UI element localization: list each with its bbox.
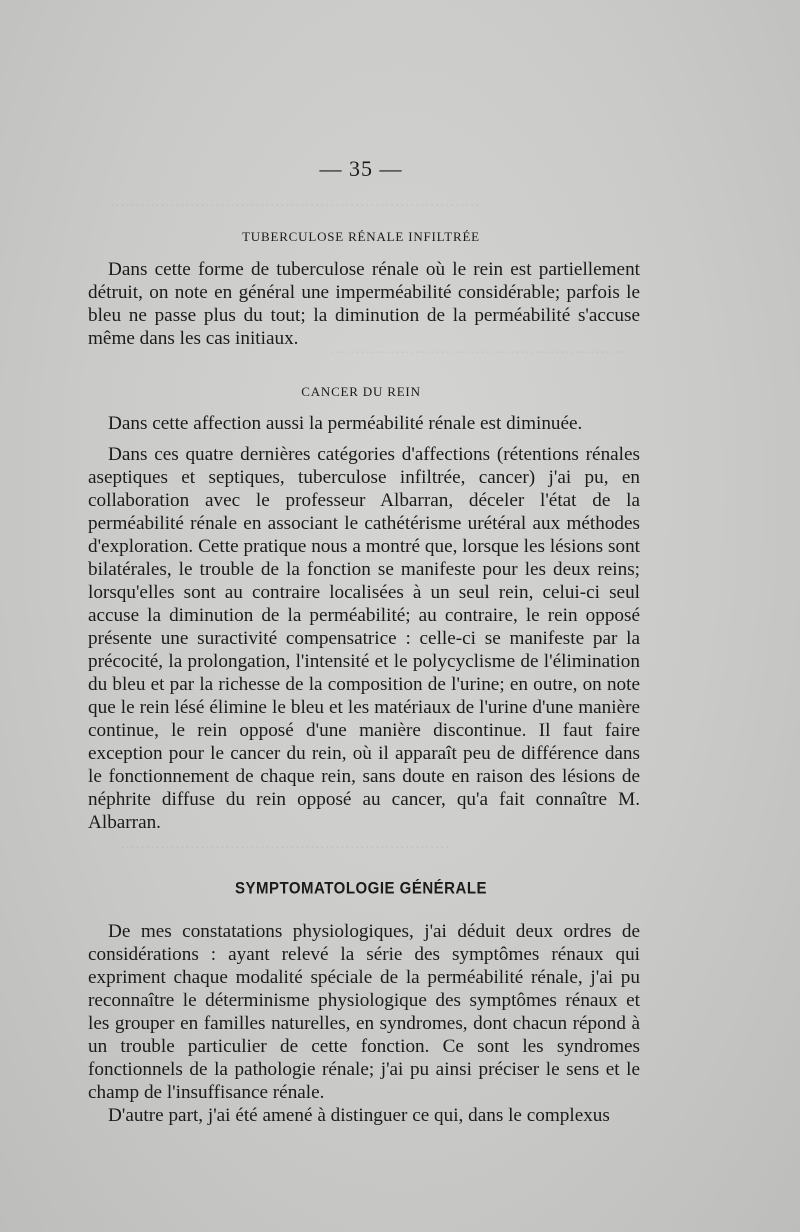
paragraph: Dans ces quatre dernières catégories d'affections (rétentions rénales aseptiques et septiques, tuberculose infiltrée, cancer) j'ai pu, en collaboration avec le professeur Albarran, déceler l'état de la perméabilité rénale en associant le cathétérisme urétéral aux méthodes d'exploration. Cette pratique nous a montré que, lorsque les lésions sont bilatérales, le trouble de la fonction se manifeste pour les deux reins; lorsqu'elles sont au contraire localisées à un seul rein, celui-ci seul accuse la diminution de la perméabilité; au contraire, le rein opposé présente une suractivité compensatrice : celle-ci se manifeste par la précocité, la prolongation, l'intensité et le polycyclisme de l'élimination du bleu et par la richesse de la composition de l'urine; en outre, on note que le rein lésé élimine le bleu et les matériaux de l'urine d'une manière continue, le rein opposé d'une manière discontinue. Il faut faire exception pour le cancer du rein, où il apparaît peu de différence dans le fonctionnement de chaque rein, sans doute en raison des lésions de néphrite diffuse du rein opposé au cancer, qu'a fait connaître M. Albarran. [88,444,640,833]
section-body-symptomatologie [88,920,640,1127]
show-through-text: ··························································· [330,345,625,361]
section-body-tuberculose [88,258,640,350]
show-through-text: ·········································································· [110,198,480,214]
paragraph: Dans cette forme de tuberculose rénale où le rein est partiellement détruit, on note en général une imperméabilité considérable; parfois le bleu ne passe plus du tout; la diminution de la perméabilité s'accuse même dans les cas initiaux. [88,259,640,349]
paragraph: De mes constatations physiologiques, j'ai déduit deux ordres de considérations : ayant relevé la série des symptômes rénaux qui expriment chaque modalité spéciale de la perméabilité rénale, j'ai pu reconnaître le déterminisme physiologique des symptômes rénaux et les grouper en familles naturelles, en syndromes, dont chacun répond à un trouble particulier de cette fonction. Ce sont les syndromes fonctionnels de la pathologie rénale; j'ai pu ainsi préciser le sens et le champ de l'insuffisance rénale. [88,921,640,1103]
page-number: — 35 — [319,156,403,181]
paragraph: D'autre part, j'ai été amené à distinguer ce qui, dans le complexus [108,1105,610,1126]
show-through-text: ·································································· [120,840,450,856]
section-body-cancer [88,412,640,834]
section-heading-cancer: CANCER DU REIN [301,384,421,399]
paragraph: Dans cette affection aussi la perméabilité rénale est diminuée. [108,413,583,434]
section-heading-tuberculose: TUBERCULOSE RÉNALE INFILTRÉE [242,229,480,244]
section-heading-symptomatologie: SYMPTOMATOLOGIE GÉNÉRALE [234,879,488,898]
